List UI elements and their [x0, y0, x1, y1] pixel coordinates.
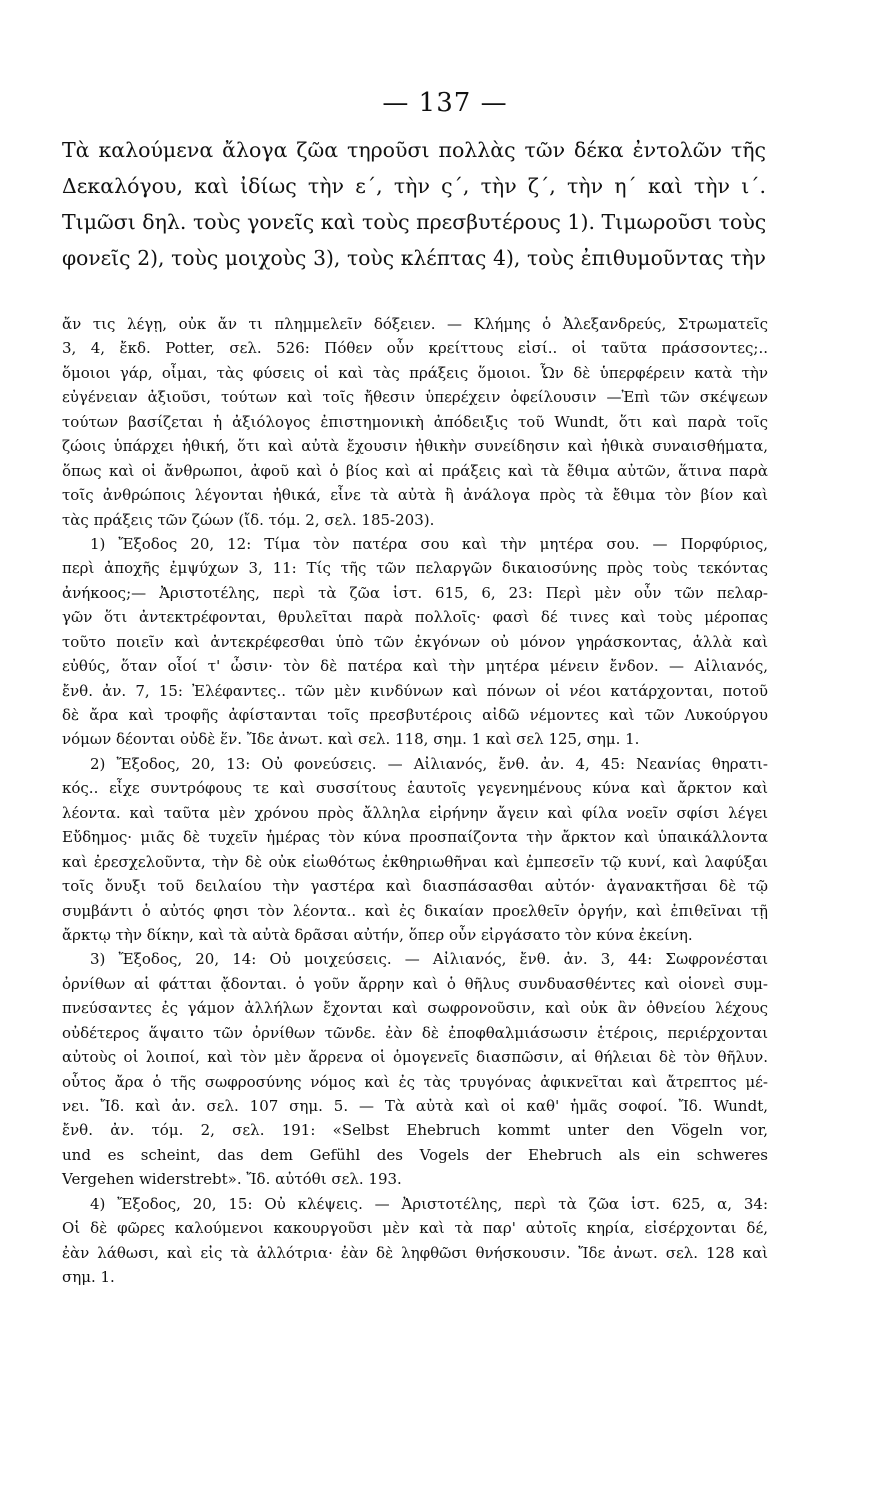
footnote-line: Vergehen widerstrebt». Ἴδ. αὐτόθι σελ. 193. — [62, 1170, 402, 1189]
footnote-line: εὐθύς, ὅταν οἷοί τ' ὦσιν· τὸν δὲ πατέρα καὶ τὴν μητέρα μένειν ἔνδον. — Αἰλιανός, — [62, 657, 768, 676]
footnote-line: οὗτος ἄρα ὁ τῆς σωφροσύνης νόμος καὶ ἐς τὰς τρυγόνας ἀφικνεῖται καὶ ἄτρεπτος μέ- — [62, 1072, 768, 1091]
footnote-line: Οἱ δὲ φῶρες καλούμενοι κακουργοῦσι μὲν καὶ τὰ παρ' αὐτοῖς κηρία, εἰσέρχονται δέ, — [62, 1219, 768, 1238]
footnote-line: ἔνθ. ἀν. τόμ. 2, σελ. 191: «Selbst Ehebruch kommt unter den Vögeln vor, — [62, 1121, 768, 1140]
footnote-line: συμβάντι ὁ αὐτός φησι τὸν λέοντα.. καὶ ἐς δικαίαν προελθεῖν ὀργήν, καὶ ἐπιθεῖναι τῇ — [62, 901, 768, 920]
footnote-line: und es scheint, das dem Gefühl des Vogels der Ehebruch als ein schweres — [62, 1145, 768, 1164]
footnote-line: σημ. 1. — [62, 1268, 115, 1287]
footnote-line: τοῖς ἀνθρώποις λέγονται ἠθικά, εἶνε τὰ αὐτὰ ἢ ἀνάλογα πρὸς τὰ ἔθιμα τὸν βίον καὶ — [62, 486, 768, 505]
footnote-1-start: 1) Ἔξοδος 20, 12: Τίμα τὸν πατέρα σου καὶ τὴν μητέρα σου. — Πορφύριος, — [90, 534, 768, 553]
main-line: Δεκαλόγου, καὶ ἰδίως τὴν ε΄, τὴν ς΄, τὴν ζ΄, τὴν η΄ καὶ τὴν ι΄. — [62, 174, 766, 198]
footnote-line: ὅπως καὶ οἱ ἄνθρωποι, ἀφοῦ καὶ ὁ βίος καὶ αἱ πράξεις καὶ τὰ ἔθιμα αὐτῶν, ἅτινα παρὰ — [62, 461, 768, 480]
footnote-line: ὅμοιοι γάρ, οἶμαι, τὰς φύσεις οἱ καὶ τὰς πράξεις ὅμοιοι. Ὧν δὲ ὑπερφέρειν κατὰ τὴν — [62, 363, 768, 382]
footnote-line: ὀρνίθων αἱ φάτται ᾄδονται. ὁ γοῦν ἄρρην καὶ ὁ θῆλυς συνδυασθέντες καὶ οἱονεὶ συμ- — [62, 974, 768, 993]
footnote-line: ἐὰν λάθωσι, καὶ εἰς τὰ ἀλλότρια· ἐὰν δὲ ληφθῶσι θνήσκουσιν. Ἴδε ἀνωτ. σελ. 128 καὶ — [62, 1243, 768, 1262]
footnotes — [62, 312, 768, 1290]
footnote-line: εὐγένειαν ἀξιοῦσι, τούτων καὶ τοῖς ἤθεσιν ὑπερέχειν ὀφείλουσιν —Ἐπὶ τῶν σκέψεων — [62, 388, 768, 407]
main-line: Τὰ καλούμενα ἄλογα ζῶα τηροῦσι πολλὰς τῶν δέκα ἐντολῶν τῆς — [62, 138, 766, 162]
footnote-line: ἀνήκοος;— Ἀριστοτέλης, περὶ τὰ ζῶα ἱστ. 615, 6, 23: Περὶ μὲν οὖν τῶν πελαρ- — [62, 583, 768, 602]
footnote-line: ζώοις ὑπάρχει ἠθική, ὅτι καὶ αὐτὰ ἔχουσιν ἠθικὴν συνείδησιν καὶ ἠθικὰ συναισθήματα, — [62, 437, 768, 456]
footnote-line: ἄν τις λέγῃ, οὐκ ἄν τι πλημμελεῖν δόξειεν. — Κλήμης ὁ Ἀλεξανδρεύς, Στρωματεῖς — [62, 315, 768, 333]
footnote-line: ἔνθ. ἀν. 7, 15: Ἐλέφαντες.. τῶν μὲν κινδύνων καὶ πόνων οἱ νέοι κατάρχονται, ποτοῦ — [62, 681, 768, 700]
footnote-line: τούτων βασίζεται ἡ ἀξιόλογος ἐπιστημονικὴ ἀπόδειξις τοῦ Wundt, ὅτι καὶ παρὰ τοῖς — [62, 412, 768, 431]
footnote-4-start: 4) Ἔξοδος, 20, 15: Οὐ κλέψεις. — Ἀριστοτέλης, περὶ τὰ ζῶα ἱστ. 625, α, 34: — [90, 1194, 768, 1213]
footnote-line: αὐτοὺς οἱ λοιποί, καὶ τὸν μὲν ἄρρενα οἱ ὁμογενεῖς διασπῶσιν, αἱ θήλειαι δὲ τὸν θῆλυν. — [62, 1048, 768, 1067]
footnote-line: κός.. εἶχε συντρόφους τε καὶ συσσίτους ἑαυτοῖς γεγενημένους κύνα καὶ ἄρκτον καὶ — [62, 779, 768, 798]
footnote-line: 3, 4, ἔκδ. Potter, σελ. 526: Πόθεν οὖν κρείττους εἰσί.. οἱ ταῦτα πράσσοντες;.. — [62, 339, 768, 358]
main-text — [62, 132, 766, 276]
main-line: Τιμῶσι δηλ. τοὺς γονεῖς καὶ τοὺς πρεσβυτέρους 1). Τιμωροῦσι τοὺς — [62, 210, 767, 234]
page-number: — 137 — — [382, 88, 508, 118]
footnote-line: γῶν ὅτι ἀντεκτρέφονται, θρυλεῖται παρὰ πολλοῖς· φασὶ δέ τινες καὶ τοὺς μέροπας — [62, 608, 768, 627]
footnote-line: τοῦτο ποιεῖν καὶ ἀντεκρέφεσθαι ὑπὸ τῶν ἐκγόνων οὐ μόνον γηράσκοντας, ἀλλὰ καὶ — [62, 632, 768, 651]
footnote-line: περὶ ἀποχῆς ἐμψύχων 3, 11: Τίς τῆς τῶν πελαργῶν δικαιοσύνης πρὸς τοὺς τεκόντας — [62, 559, 768, 578]
footnote-line: καὶ ἐρεσχελοῦντα, τὴν δὲ οὐκ εἰωθότως ἐκθηριωθῆναι καὶ ἐμπεσεῖν τῷ κυνί, καὶ λαφύξαι — [62, 852, 768, 871]
footnote-line: λέοντα. καὶ ταῦτα μὲν χρόνου πρὸς ἄλληλα εἰρήνην ἄγειν καὶ φίλα νοεῖν σφίσι λέγει — [62, 803, 768, 822]
footnote-2-start: 2) Ἔξοδος, 20, 13: Οὐ φονεύσεις. — Αἰλιανός, ἔνθ. ἀν. 4, 45: Νεανίας θηρατι- — [90, 754, 768, 773]
footnote-3-start: 3) Ἔξοδος, 20, 14: Οὐ μοιχεύσεις. — Αἰλιανός, ἔνθ. ἀν. 3, 44: Σωφρονέσται — [90, 950, 768, 969]
footnote-line: νει. Ἴδ. καὶ ἀν. σελ. 107 σημ. 5. — Τὰ αὐτὰ καὶ οἱ καθ' ἡμᾶς σοφοί. Ἴδ. Wundt, — [62, 1097, 768, 1115]
footnote-line: οὐδέτερος ἅψαιτο τῶν ὀρνίθων τῶνδε. ἐὰν δὲ ἐποφθαλμιάσωσιν ἑτέροις, περιέρχονται — [62, 1023, 768, 1042]
footnote-line: Εὔδημος· μιᾶς δὲ τυχεῖν ἡμέρας τὸν κύνα προσπαίζοντα τὴν ἄρκτον καὶ ὑπαικάλλοντα — [62, 828, 768, 847]
footnote-line: πνεύσαντες ἐς γάμον ἀλλήλων ἔχονται καὶ σωφρονοῦσιν, καὶ οὐκ ἂν ὀθνείου λέχους — [62, 999, 768, 1018]
footnote-line: ἄρκτῳ τὴν δίκην, καὶ τὰ αὐτὰ δρᾶσαι αὐτήν, ὅπερ οὖν εἰργάσατο τὸν κύνα ἐκείνη. — [62, 925, 693, 944]
footnote-line: δὲ ἄρα καὶ τροφῆς ἀφίστανται τοῖς πρεσβυτέροις αἰδῶ νέμοντες καὶ τῶν Λυκούργου — [62, 706, 768, 724]
main-line: φονεῖς 2), τοὺς μοιχοὺς 3), τοὺς κλέπτας 4), τοὺς ἐπιθυμοῦντας τὴν — [62, 246, 766, 270]
footnote-line: νόμων δέονται οὐδὲ ἕν. Ἴδε ἀνωτ. καὶ σελ. 118, σημ. 1 καὶ σελ 125, σημ. 1. — [62, 730, 640, 749]
footnote-line: τοῖς ὄνυξι τοῦ δειλαίου τὴν γαστέρα καὶ διασπάσασθαι αὐτόν· ἀγανακτῆσαι δὲ τῷ — [62, 877, 768, 896]
footnote-line: τὰς πράξεις τῶν ζώων (ἴδ. τόμ. 2, σελ. 185-203). — [62, 510, 435, 529]
